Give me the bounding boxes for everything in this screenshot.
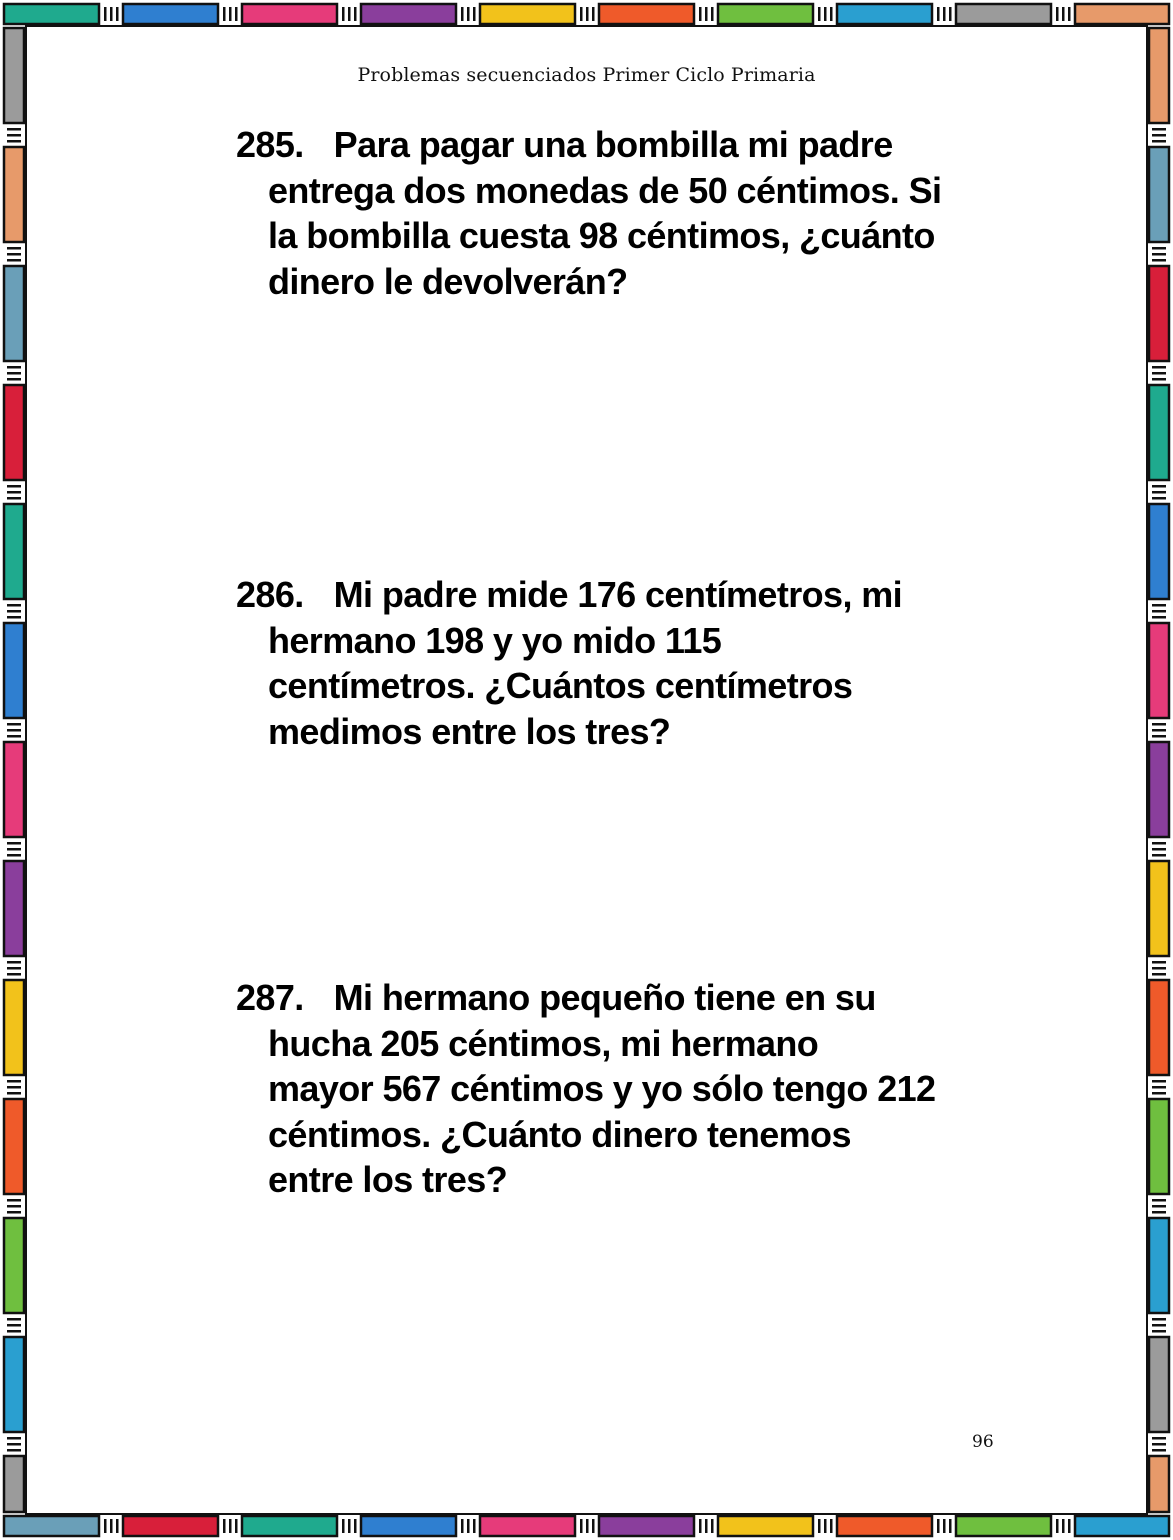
border-segment: [4, 147, 24, 242]
problem-line: céntimos. ¿Cuánto dinero tenemos: [268, 1113, 851, 1155]
border-divider-tick: [1152, 961, 1166, 964]
border-divider-tick: [348, 7, 351, 21]
border-segment: [956, 1516, 1051, 1536]
border-divider-tick: [1152, 128, 1166, 131]
border-divider-tick: [104, 7, 107, 21]
border-divider-tick: [467, 1519, 470, 1533]
border-divider-tick: [1152, 1324, 1166, 1327]
border-divider-tick: [7, 253, 21, 256]
border-segment: [480, 4, 575, 24]
border-divider-tick: [1068, 7, 1071, 21]
border-divider-tick: [7, 134, 21, 137]
border-divider-tick: [7, 1449, 21, 1452]
border-divider-tick: [229, 1519, 232, 1533]
problem-287: [236, 975, 956, 1203]
border-segment: [1149, 742, 1169, 837]
border-divider-tick: [7, 973, 21, 976]
border-segment: [4, 1516, 99, 1536]
border-segment: [4, 504, 24, 599]
problem-line: Mi hermano pequeño tiene en su: [333, 977, 876, 1018]
border-divider-tick: [1152, 723, 1166, 726]
border-divider-tick: [1152, 967, 1166, 970]
border-divider-tick: [1152, 1092, 1166, 1095]
border-divider-tick: [1152, 140, 1166, 143]
border-segment: [4, 623, 24, 718]
border-divider-tick: [229, 7, 232, 21]
border-segment: [4, 266, 24, 361]
border-divider-tick: [592, 7, 595, 21]
border-divider-tick: [1152, 973, 1166, 976]
border-segment: [480, 1516, 575, 1536]
border-divider-tick: [342, 1519, 345, 1533]
border-divider-tick: [1152, 1205, 1166, 1208]
border-segment: [242, 4, 337, 24]
border-divider-tick: [110, 1519, 113, 1533]
border-segment: [1149, 1456, 1169, 1512]
border-divider-tick: [1152, 378, 1166, 381]
border-segment: [1149, 504, 1169, 599]
border-divider-tick: [1056, 7, 1059, 21]
problem-line: entre los tres?: [268, 1159, 508, 1200]
border-divider-tick: [1152, 842, 1166, 845]
border-divider-tick: [1152, 1330, 1166, 1333]
problem-number: 287.: [236, 977, 304, 1018]
border-divider-tick: [592, 1519, 595, 1533]
problem-number: 286.: [236, 574, 304, 615]
page-header: Problemas secuenciados Primer Ciclo Primaria: [357, 64, 816, 86]
border-divider-tick: [7, 1324, 21, 1327]
border-divider-tick: [473, 7, 476, 21]
border-segment: [361, 1516, 456, 1536]
border-segment: [1149, 1099, 1169, 1194]
border-divider-tick: [7, 604, 21, 607]
border-segment: [599, 1516, 694, 1536]
border-divider-tick: [1062, 1519, 1065, 1533]
problem-line: centímetros. ¿Cuántos centímetros: [268, 665, 853, 706]
problem-285: [236, 122, 956, 304]
problem-286: [236, 572, 956, 754]
border-divider-tick: [705, 7, 708, 21]
border-divider-tick: [1152, 497, 1166, 500]
border-divider-tick: [830, 1519, 833, 1533]
problem-line: Para pagar una bombilla mi padre: [333, 124, 893, 165]
border-divider-tick: [1152, 366, 1166, 369]
border-divider-tick: [830, 7, 833, 21]
border-divider-tick: [7, 729, 21, 732]
border-divider-tick: [580, 7, 583, 21]
border-divider-tick: [699, 7, 702, 21]
border-segment: [718, 4, 813, 24]
border-divider-tick: [7, 854, 21, 857]
border-divider-tick: [818, 7, 821, 21]
border-divider-tick: [461, 1519, 464, 1533]
border-divider-tick: [7, 1437, 21, 1440]
border-divider-tick: [818, 1519, 821, 1533]
border-segment: [242, 1516, 337, 1536]
border-segment: [4, 980, 24, 1075]
border-divider-tick: [1152, 1437, 1166, 1440]
border-divider-tick: [7, 723, 21, 726]
border-divider-tick: [1152, 610, 1166, 613]
border-divider-tick: [116, 7, 119, 21]
border-segment: [123, 1516, 218, 1536]
border-divider-tick: [1152, 604, 1166, 607]
border-divider-tick: [7, 735, 21, 738]
border-divider-tick: [1152, 1211, 1166, 1214]
border-segment: [1075, 1516, 1169, 1536]
border-divider-tick: [1152, 1443, 1166, 1446]
border-segment: [956, 4, 1051, 24]
border-segment: [4, 4, 99, 24]
border-segment: [1149, 1337, 1169, 1432]
border-divider-tick: [7, 1318, 21, 1321]
border-divider-tick: [342, 7, 345, 21]
problem-line: dinero le devolverán?: [268, 260, 628, 302]
border-divider-tick: [1152, 1318, 1166, 1321]
border-segment: [4, 1099, 24, 1194]
border-segment: [837, 4, 932, 24]
border-divider-tick: [467, 7, 470, 21]
border-divider-tick: [943, 1519, 946, 1533]
border-divider-tick: [1152, 372, 1166, 375]
border-divider-tick: [699, 1519, 702, 1533]
border-divider-tick: [949, 1519, 952, 1533]
border-divider-tick: [1152, 1449, 1166, 1452]
border-divider-tick: [1152, 485, 1166, 488]
border-divider-tick: [7, 372, 21, 375]
border-segment: [1149, 623, 1169, 718]
border-divider-tick: [473, 1519, 476, 1533]
border-segment: [1149, 980, 1169, 1075]
border-divider-tick: [235, 1519, 238, 1533]
border-segment: [4, 742, 24, 837]
border-segment: [599, 4, 694, 24]
border-divider-tick: [7, 1205, 21, 1208]
border-segment: [718, 1516, 813, 1536]
page-number: 96: [972, 1432, 994, 1452]
problem-number: 285.: [236, 124, 304, 165]
border-divider-tick: [1152, 253, 1166, 256]
border-divider-tick: [7, 378, 21, 381]
problem-line: hermano 198 y yo mido 115: [268, 619, 722, 661]
border-divider-tick: [1056, 1519, 1059, 1533]
border-divider-tick: [461, 7, 464, 21]
border-divider-tick: [7, 247, 21, 250]
border-divider-tick: [110, 7, 113, 21]
border-divider-tick: [116, 1519, 119, 1533]
border-divider-tick: [7, 366, 21, 369]
border-segment: [1149, 385, 1169, 480]
border-divider-tick: [354, 7, 357, 21]
border-divider-tick: [7, 848, 21, 851]
border-divider-tick: [7, 967, 21, 970]
border-divider-tick: [1152, 134, 1166, 137]
border-divider-tick: [580, 1519, 583, 1533]
border-divider-tick: [1152, 729, 1166, 732]
border-divider-tick: [7, 1086, 21, 1089]
border-segment: [4, 1218, 24, 1313]
border-divider-tick: [7, 1443, 21, 1446]
border-divider-tick: [705, 1519, 708, 1533]
border-divider-tick: [711, 1519, 714, 1533]
problem-line: medimos entre los tres?: [268, 710, 671, 752]
border-divider-tick: [711, 7, 714, 21]
border-divider-tick: [1152, 848, 1166, 851]
border-divider-tick: [7, 259, 21, 262]
border-divider-tick: [1152, 259, 1166, 262]
border-divider-tick: [943, 7, 946, 21]
border-divider-tick: [1152, 1086, 1166, 1089]
border-segment: [123, 4, 218, 24]
border-divider-tick: [104, 1519, 107, 1533]
border-divider-tick: [824, 1519, 827, 1533]
border-divider-tick: [824, 7, 827, 21]
border-divider-tick: [7, 616, 21, 619]
border-divider-tick: [7, 1092, 21, 1095]
border-segment: [1149, 1218, 1169, 1313]
border-divider-tick: [235, 7, 238, 21]
border-segment: [4, 861, 24, 956]
border-divider-tick: [7, 1330, 21, 1333]
border-divider-tick: [586, 1519, 589, 1533]
border-divider-tick: [223, 7, 226, 21]
border-divider-tick: [7, 1080, 21, 1083]
border-divider-tick: [1152, 854, 1166, 857]
border-divider-tick: [7, 497, 21, 500]
problem-line: Mi padre mide 176 centímetros, mi: [333, 574, 903, 615]
border-divider-tick: [586, 7, 589, 21]
border-divider-tick: [1152, 1080, 1166, 1083]
border-divider-tick: [7, 1211, 21, 1214]
border-divider-tick: [1152, 735, 1166, 738]
border-divider-tick: [949, 7, 952, 21]
border-divider-tick: [7, 140, 21, 143]
border-segment: [361, 4, 456, 24]
problem-line: la bombilla cuesta 98 céntimos, ¿cuánto: [268, 215, 935, 256]
border-segment: [1149, 861, 1169, 956]
border-divider-tick: [1152, 491, 1166, 494]
border-divider-tick: [354, 1519, 357, 1533]
border-segment: [4, 1456, 24, 1512]
border-divider-tick: [7, 1199, 21, 1202]
border-divider-tick: [7, 842, 21, 845]
border-divider-tick: [223, 1519, 226, 1533]
problem-line: mayor 567 céntimos y yo sólo tengo 212: [268, 1068, 936, 1109]
border-divider-tick: [7, 610, 21, 613]
border-divider-tick: [1152, 247, 1166, 250]
border-divider-tick: [7, 485, 21, 488]
problem-line: entrega dos monedas de 50 céntimos. Si: [268, 169, 942, 211]
border-divider-tick: [1152, 616, 1166, 619]
border-divider-tick: [348, 1519, 351, 1533]
border-segment: [4, 385, 24, 480]
problem-line: hucha 205 céntimos, mi hermano: [268, 1022, 819, 1064]
border-divider-tick: [7, 961, 21, 964]
border-divider-tick: [937, 7, 940, 21]
border-segment: [1149, 147, 1169, 242]
border-divider-tick: [7, 491, 21, 494]
border-divider-tick: [1068, 1519, 1071, 1533]
border-segment: [4, 1337, 24, 1432]
border-segment: [1149, 266, 1169, 361]
border-divider-tick: [937, 1519, 940, 1533]
border-divider-tick: [7, 128, 21, 131]
border-segment: [1075, 4, 1169, 24]
border-segment: [837, 1516, 932, 1536]
border-divider-tick: [1062, 7, 1065, 21]
border-divider-tick: [1152, 1199, 1166, 1202]
